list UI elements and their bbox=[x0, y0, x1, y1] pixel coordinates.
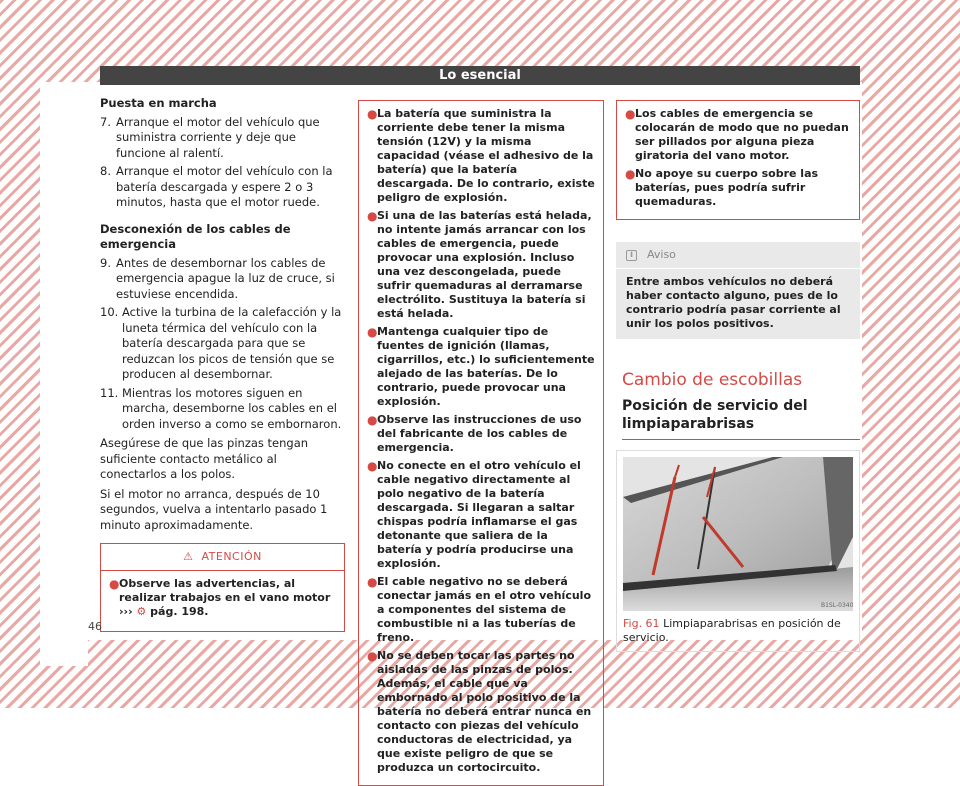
bullet-icon: ● bbox=[625, 107, 636, 121]
warning-bullet bbox=[625, 167, 851, 209]
bullet-text: Mantenga cualquier tipo de fuentes de ignición (llamas, cigarrillos, etc.) lo suficientemente alejado de las baterías. De lo contrario, puede provocar una explosión. bbox=[377, 325, 595, 408]
heading-desconexion: Desconexión de los cables de emergencia bbox=[100, 221, 291, 251]
bullet-text: Si una de las baterías está helada, no intente jamás arrancar con los cables de emergencia, puede provocar una explosión. Incluso una vez descongelada, puede sufrir quemaduras al derramarse electrólito. Sustituya la batería si está helada. bbox=[377, 209, 592, 320]
bullet-icon: ● bbox=[109, 577, 120, 591]
list-text: Mientras los motores siguen en marcha, desemborne los cables en el orden inverso a como se embornaron. bbox=[122, 385, 342, 431]
warning-continuation-box bbox=[358, 100, 604, 786]
figure-number: Fig. 61 bbox=[623, 616, 660, 630]
list-number: 11. bbox=[100, 385, 119, 400]
warning-bullet bbox=[367, 459, 595, 571]
bullet-icon: ● bbox=[625, 167, 636, 181]
warning-bullet bbox=[367, 575, 595, 645]
warning-continuation-box bbox=[616, 100, 860, 220]
list-text: Arranque el motor del vehículo que suministra corriente y deje que funcione al ralentí. bbox=[116, 114, 320, 160]
warning-body bbox=[101, 571, 344, 631]
column-2 bbox=[358, 100, 604, 786]
note-title: Aviso bbox=[647, 248, 676, 261]
warning-header bbox=[101, 544, 344, 571]
warning-text: Observe las advertencias, al realizar trabajos en el vano motor ››› bbox=[119, 577, 331, 618]
list-number: 10. bbox=[100, 305, 119, 319]
list-text: Active la turbina de la calefacción y la luneta térmica del vehículo con la batería descargada para que se reduzcan los picos de tensión que se producen al desembornar. bbox=[122, 305, 342, 381]
list-item bbox=[100, 386, 345, 433]
warning-bullet bbox=[625, 107, 851, 163]
engine-bay-icon: ⚙ bbox=[136, 605, 147, 618]
paragraph: Si el motor no arranca, después de 10 segundos, vuelva a intentarlo pasado 1 minuto aproximadamente. bbox=[100, 486, 328, 532]
warning-title: ATENCIÓN bbox=[201, 550, 262, 563]
warning-bullet bbox=[367, 649, 595, 775]
info-icon: i bbox=[626, 250, 637, 261]
figure-caption bbox=[623, 617, 853, 645]
section-header: Lo esencial bbox=[100, 66, 860, 85]
note-box bbox=[616, 242, 860, 339]
bullet-icon: ● bbox=[367, 413, 378, 427]
heading-puesta-en-marcha: Puesta en marcha bbox=[100, 96, 217, 110]
bullet-text: No conecte en el otro vehículo el cable negativo directamente al polo negativo de la batería descargada. Si llegaran a saltar chispas podría inflamarse el gas detonante que saliera de la batería y podría producirse una explosión. bbox=[377, 459, 581, 570]
page-number: 46 bbox=[88, 620, 102, 633]
list-text: Arranque el motor del vehículo con la batería descargada y espere 2 o 3 minutos, hasta que el motor ruede. bbox=[116, 164, 333, 209]
bullet-icon: ● bbox=[367, 107, 378, 121]
warning-bullet bbox=[109, 577, 336, 619]
bullet-text: No apoye su cuerpo sobre las baterías, pues podría sufrir quemaduras. bbox=[635, 167, 819, 208]
bullet-text: Observe las instrucciones de uso del fabricante de los cables de emergencia. bbox=[377, 413, 582, 454]
bullet-icon: ● bbox=[367, 209, 378, 223]
list-item bbox=[100, 164, 345, 211]
paragraph: Asegúrese de que las pinzas tengan suficiente contacto metálico al conectarlos a los polos. bbox=[100, 436, 309, 481]
warning-box bbox=[100, 543, 345, 632]
figure-code: B1SL-0340 bbox=[821, 601, 854, 609]
figure bbox=[616, 450, 860, 652]
column-1 bbox=[100, 96, 345, 632]
list-number: 7. bbox=[100, 114, 111, 129]
list-item bbox=[100, 256, 345, 303]
bullet-icon: ● bbox=[367, 649, 378, 663]
warning-bullet bbox=[367, 325, 595, 409]
bullet-icon: ● bbox=[367, 459, 378, 473]
wiper-service-position-illustration bbox=[623, 457, 853, 611]
bullet-icon: ● bbox=[367, 325, 378, 339]
section-title: Cambio de escobillas bbox=[622, 370, 803, 390]
list-number: 8. bbox=[100, 164, 111, 178]
note-header bbox=[616, 242, 860, 269]
warning-triangle-icon: ⚠ bbox=[183, 550, 202, 563]
bullet-text: Los cables de emergencia se colocarán de modo que no puedan ser pillados por alguna pieza giratoria del vano motor. bbox=[635, 107, 849, 162]
list-item bbox=[100, 115, 345, 162]
bullet-text: La batería que suministra la corriente debe tener la misma tensión (12V) y la misma capacidad (véase el adhesivo de la batería) que la batería descargada. De lo contrario, existe peligro de explosión. bbox=[377, 107, 595, 204]
figure-caption-text: Limpiaparabrisas en posición de servicio. bbox=[623, 616, 841, 644]
list-item bbox=[100, 305, 345, 383]
bullet-text: No se deben tocar las partes no aisladas de las pinzas de polos. Además, el cable que va embornado al polo positivo de la batería no deberá entrar nunca en contacto con piezas del vehículo conductoras de electricidad, ya que existe peligro de que se produzca un cortocircuito. bbox=[377, 649, 592, 774]
note-body: Entre ambos vehículos no deberá haber contacto alguno, pues de lo contrario podría pasar corriente al unir los polos positivos. bbox=[626, 275, 841, 330]
warning-bullet bbox=[367, 413, 595, 455]
section-subtitle: Posición de servicio del limpiaparabrisas bbox=[622, 397, 860, 440]
warning-bullet bbox=[367, 209, 595, 321]
list-number: 9. bbox=[100, 255, 111, 270]
warning-bullet bbox=[367, 107, 595, 205]
page-reference-link[interactable]: pág. 198. bbox=[146, 605, 209, 618]
bullet-text: El cable negativo no se deberá conectar jamás en el otro vehículo a componentes del sistema de combustible ni a las tuberías de freno. bbox=[377, 575, 592, 644]
column-3 bbox=[616, 100, 860, 652]
bullet-icon: ● bbox=[367, 575, 378, 589]
left-margin bbox=[40, 82, 88, 666]
list-text: Antes de desembornar los cables de emergencia apague la luz de cruce, si estuviese encendida. bbox=[116, 255, 335, 301]
